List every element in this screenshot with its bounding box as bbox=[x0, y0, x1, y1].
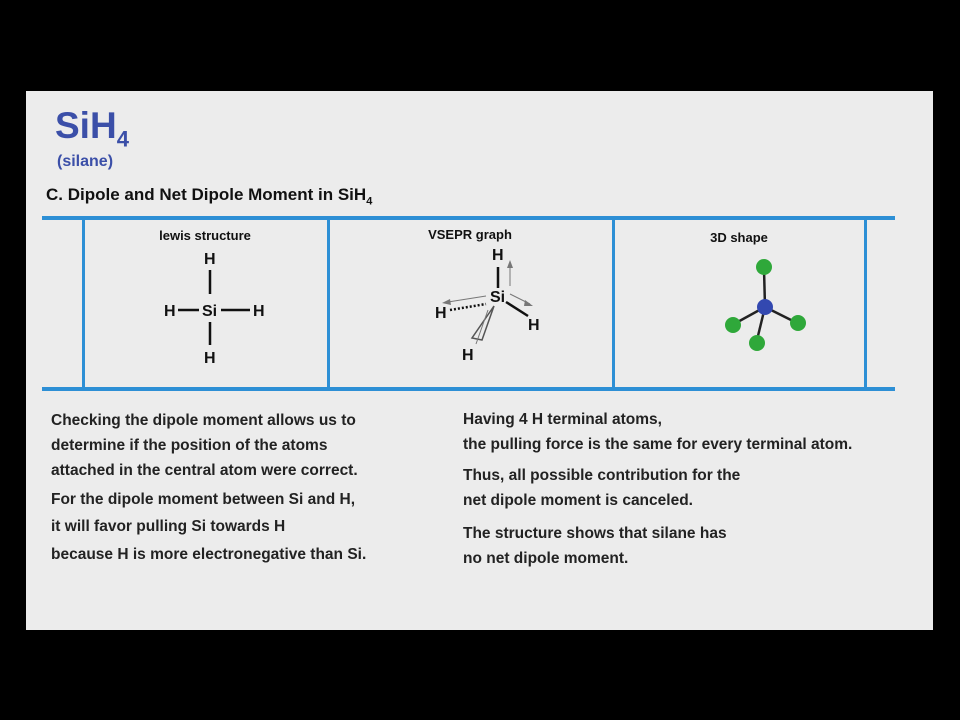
column-label-3d: 3D shape bbox=[710, 230, 768, 245]
section-heading: C. Dipole and Net Dipole Moment in SiH$_4$ bbox=[46, 185, 373, 208]
dipole-arrow-left bbox=[448, 296, 486, 302]
hashed-bond bbox=[450, 304, 486, 310]
text-line: because H is more electronegative than Si. bbox=[51, 546, 367, 563]
hydrogen-sphere bbox=[790, 315, 806, 331]
text-line: Having 4 H terminal atoms, bbox=[463, 411, 662, 428]
vsepr-hydrogen-right: H bbox=[528, 317, 540, 334]
slide bbox=[26, 91, 933, 630]
table-divider bbox=[327, 220, 330, 387]
text-line: Thus, all possible contribution for the bbox=[463, 467, 741, 484]
hydrogen-sphere bbox=[756, 259, 772, 275]
vsepr-hydrogen-top: H bbox=[492, 247, 504, 264]
lewis-hydrogen-right: H bbox=[253, 303, 265, 320]
vsepr-silicon: Si bbox=[490, 289, 506, 306]
structure-table bbox=[42, 216, 895, 391]
text-line: For the dipole moment between Si and H, bbox=[51, 491, 355, 508]
arrow-head bbox=[507, 260, 513, 268]
arrow-head bbox=[524, 300, 533, 306]
text-line: it will favor pulling Si towards H bbox=[51, 518, 286, 535]
lewis-silicon: Si bbox=[202, 303, 218, 320]
table-divider bbox=[612, 220, 615, 387]
explanation-left bbox=[51, 408, 366, 567]
vsepr-hydrogen-bottom: H bbox=[462, 347, 474, 364]
lewis-hydrogen-left: H bbox=[164, 303, 176, 320]
vsepr-diagram bbox=[402, 244, 562, 374]
lewis-hydrogen-bottom: H bbox=[204, 350, 216, 367]
column-label-lewis: lewis structure bbox=[159, 228, 251, 243]
slide-title: SiH$_4$ bbox=[55, 105, 129, 152]
lewis-structure-diagram bbox=[142, 246, 282, 371]
hydrogen-sphere bbox=[749, 335, 765, 351]
text-line: determine if the position of the atoms bbox=[51, 437, 328, 454]
compound-name: (silane) bbox=[57, 153, 114, 170]
table-divider bbox=[864, 220, 867, 387]
column-label-vsepr: VSEPR graph bbox=[428, 227, 512, 242]
text-line: net dipole moment is canceled. bbox=[463, 492, 693, 509]
text-line: Checking the dipole moment allows us to bbox=[51, 412, 356, 429]
hydrogen-sphere bbox=[725, 317, 741, 333]
text-line: no net dipole moment. bbox=[463, 550, 629, 567]
explanation-right bbox=[463, 407, 852, 571]
table-top-border bbox=[42, 216, 895, 220]
text-line: attached in the central atom were correct. bbox=[51, 462, 358, 479]
text-line: the pulling force is the same for every terminal atom. bbox=[463, 436, 853, 453]
table-divider bbox=[82, 220, 85, 387]
lewis-hydrogen-top: H bbox=[204, 251, 216, 268]
3d-shape-diagram bbox=[712, 251, 812, 361]
text-line: The structure shows that silane has bbox=[463, 525, 727, 542]
silicon-sphere bbox=[757, 299, 773, 315]
table-bottom-border bbox=[42, 387, 895, 391]
vsepr-hydrogen-left: H bbox=[435, 305, 447, 322]
